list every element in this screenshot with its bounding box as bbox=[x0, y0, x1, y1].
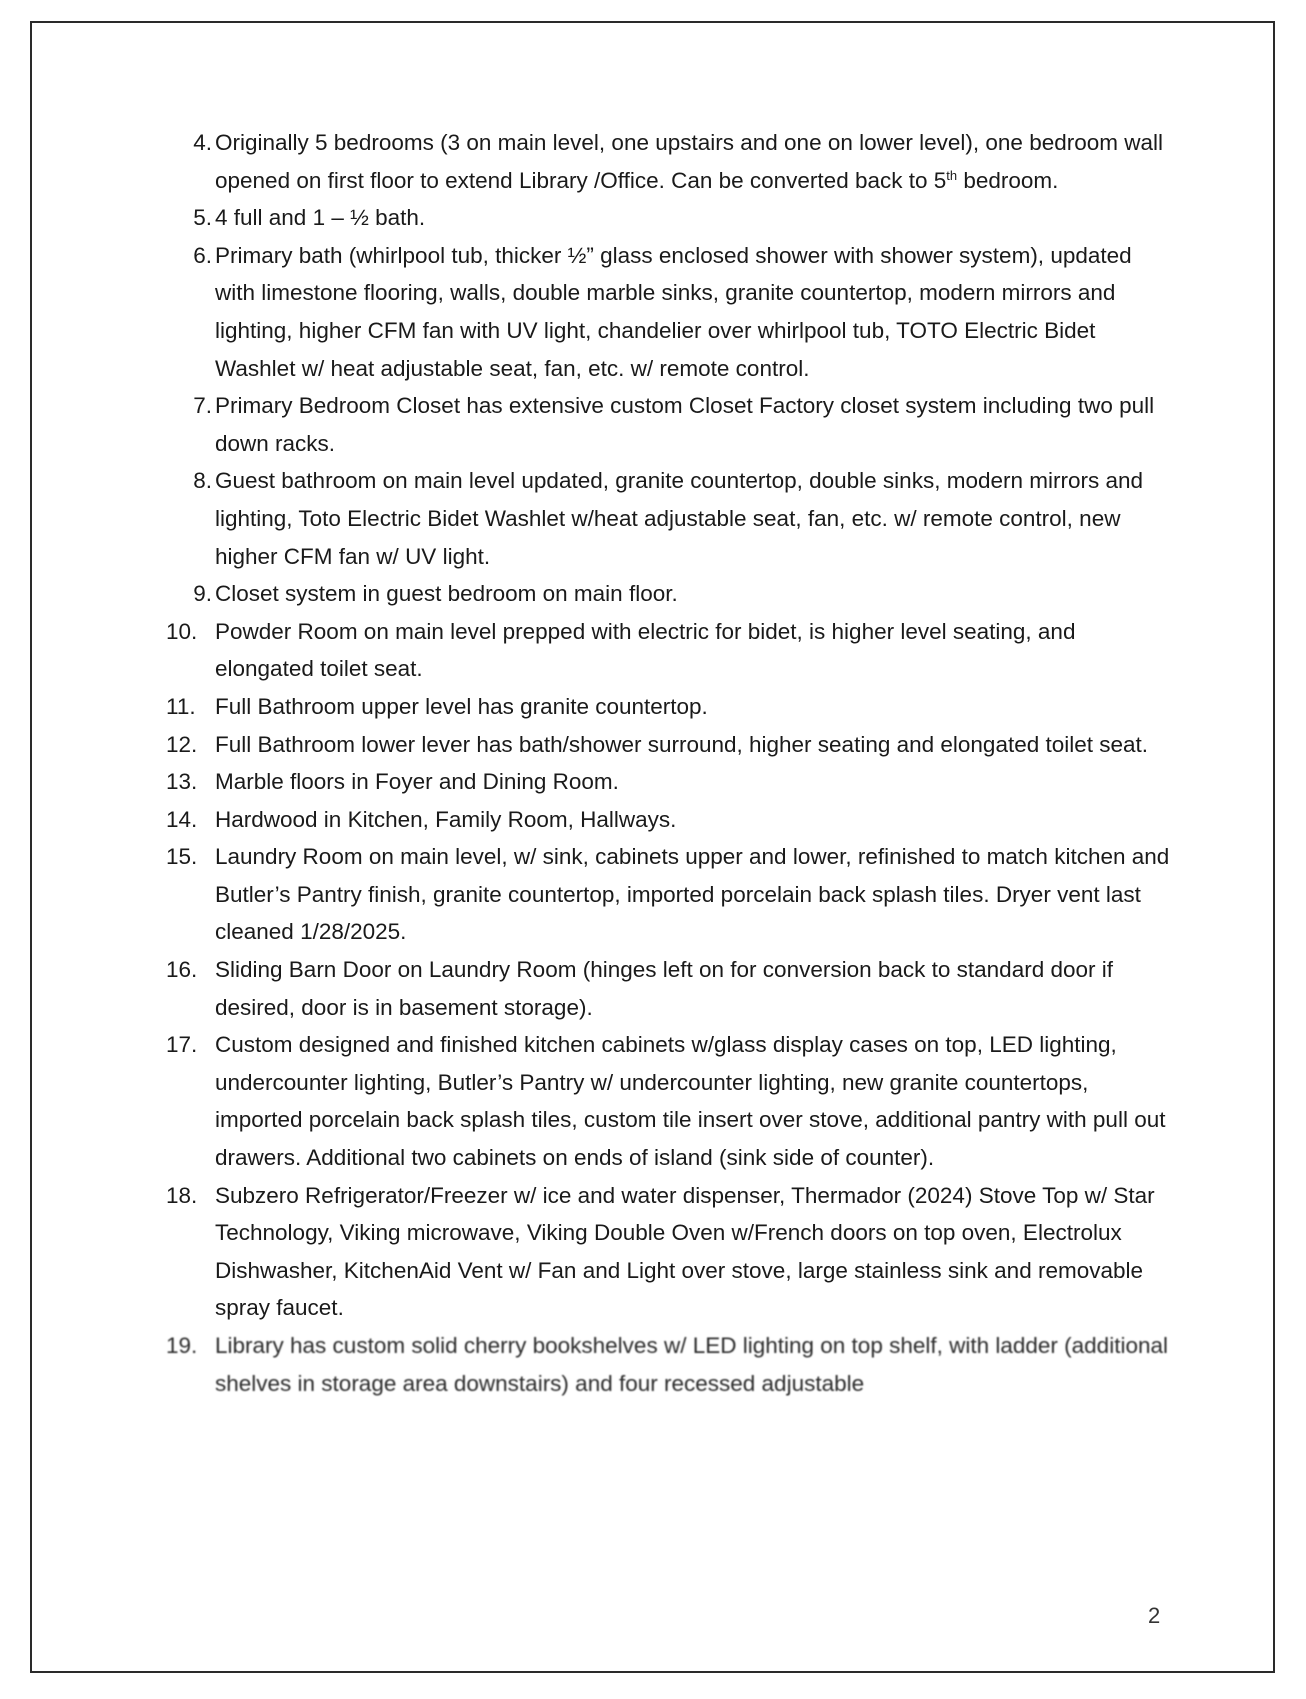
item-number: 12. bbox=[166, 731, 198, 757]
item-text: Powder Room on main level prepped with electric for bidet, is higher level seating, and elongated toilet seat. bbox=[215, 618, 1076, 682]
list-item-14 bbox=[166, 801, 1176, 839]
item-number: 10. bbox=[166, 618, 198, 644]
item-text: Custom designed and finished kitchen cabinets w/glass display cases on top, LED lighting, undercounter lighting, Butler’s Pantry w/ undercounter lighting, new granite countertops, imported porcelain back splash tiles, custom tile insert over stove, additional pantry with pull out drawers. Additional two cabinets on ends of island (sink side of counter). bbox=[215, 1032, 1166, 1171]
item-text: Originally 5 bedrooms (3 on main level, one upstairs and one on lower level), one bedroom wall opened on first floor to extend Library /Office. Can be converted back to 5th bedroom. bbox=[215, 130, 1164, 193]
list-item-18 bbox=[166, 1177, 1176, 1327]
item-number: 4. bbox=[193, 130, 212, 155]
item-number: 17. bbox=[166, 1032, 198, 1058]
item-text: Subzero Refrigerator/Freezer w/ ice and water dispenser, Thermador (2024) Stove Top w/ Star Technology, Viking microwave, Viking Double Oven w/French doors on top oven, Electrolux Dishwasher, KitchenAid Vent w/ Fan and Light over stove, large stainless sink and removable spray faucet. bbox=[215, 1182, 1155, 1321]
item-number: 19. bbox=[166, 1333, 198, 1358]
item-number: 18. bbox=[166, 1182, 198, 1208]
item-text: Library has custom solid cherry bookshelves w/ LED lighting on top shelf, with ladder (additional shelves in storage area downstairs) and four recessed adjustable bbox=[215, 1333, 1168, 1396]
item-number: 7. bbox=[193, 393, 212, 419]
list-item-9 bbox=[166, 575, 1176, 613]
item-number: 11. bbox=[166, 693, 196, 719]
item-text: 4 full and 1 – ½ bath. bbox=[215, 205, 426, 231]
item-number: 13. bbox=[166, 769, 198, 795]
item-text: Laundry Room on main level, w/ sink, cabinets upper and lower, refinished to match kitchen and Butler’s Pantry finish, granite countertop, imported porcelain back splash tiles. Dryer vent last cleaned 1/28/2025. bbox=[215, 844, 1170, 945]
list-item-17 bbox=[166, 1026, 1176, 1176]
list-item-13 bbox=[166, 763, 1176, 801]
list-item-5 bbox=[166, 199, 1176, 237]
item-text: Sliding Barn Door on Laundry Room (hinges left on for conversion back to standard door if desired, door is in basement storage). bbox=[215, 957, 1114, 1020]
feature-list bbox=[166, 124, 1176, 1402]
item-number: 14. bbox=[166, 806, 198, 832]
item-text: Primary bath (whirlpool tub, thicker ½” glass enclosed shower with shower system), updated with limestone flooring, walls, double marble sinks, granite countertop, modern mirrors and lighting, higher CFM fan with UV light, chandelier over whirlpool tub, TOTO Electric Bidet Washlet w/ heat adjustable seat, fan, etc. w/ remote control. bbox=[215, 242, 1132, 381]
item-number: 5. bbox=[193, 205, 212, 231]
list-item-7 bbox=[166, 387, 1176, 462]
item-number: 15. bbox=[166, 844, 198, 870]
page-number: 2 bbox=[1148, 1603, 1161, 1628]
list-item-10 bbox=[166, 613, 1176, 688]
item-text: Hardwood in Kitchen, Family Room, Hallways. bbox=[215, 806, 677, 832]
item-text: Full Bathroom lower lever has bath/shower surround, higher seating and elongated toilet seat. bbox=[215, 731, 1149, 757]
list-item-15 bbox=[166, 838, 1176, 951]
list-item-8 bbox=[166, 462, 1176, 575]
superscript: th bbox=[946, 167, 958, 183]
item-text: Marble floors in Foyer and Dining Room. bbox=[215, 769, 619, 795]
item-number: 8. bbox=[193, 468, 212, 494]
list-item-6 bbox=[166, 237, 1176, 387]
item-text: Primary Bedroom Closet has extensive custom Closet Factory closet system including two pull down racks. bbox=[215, 393, 1155, 456]
item-text: Guest bathroom on main level updated, granite countertop, double sinks, modern mirrors and lighting, Toto Electric Bidet Washlet w/heat adjustable seat, fan, etc. w/ remote control, new higher CFM fan w/ UV light. bbox=[215, 468, 1144, 569]
list-item-19 bbox=[166, 1327, 1176, 1402]
list-item-4 bbox=[166, 124, 1176, 199]
item-text: Full Bathroom upper level has granite countertop. bbox=[215, 693, 708, 719]
item-number: 6. bbox=[193, 242, 212, 268]
item-number: 9. bbox=[193, 581, 212, 607]
item-number: 16. bbox=[166, 957, 198, 983]
list-item-16 bbox=[166, 951, 1176, 1026]
item-text: Closet system in guest bedroom on main floor. bbox=[215, 581, 678, 607]
list-item-12 bbox=[166, 726, 1176, 764]
list-item-11 bbox=[166, 688, 1176, 726]
